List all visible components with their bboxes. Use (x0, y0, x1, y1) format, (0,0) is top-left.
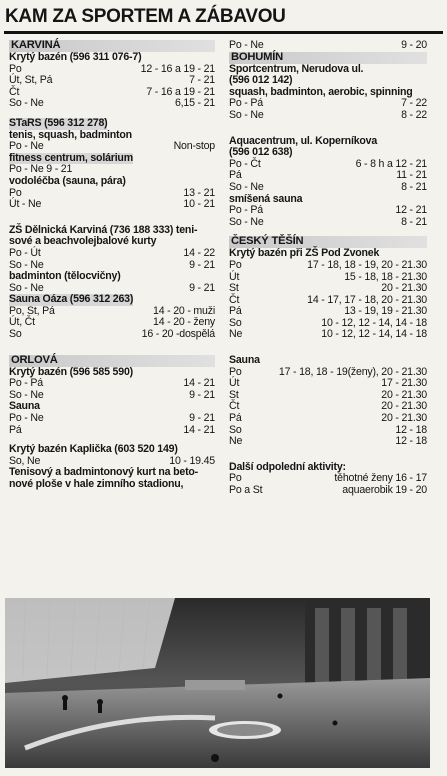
schedule-row (229, 217, 427, 229)
spacer (229, 448, 427, 462)
schedule-row (9, 98, 215, 110)
day-label: So - Ne (9, 281, 44, 294)
day-label: Po - Pá (229, 204, 263, 217)
schedule-row (229, 260, 427, 272)
spacer (9, 341, 215, 355)
day-label: Pá (229, 169, 242, 182)
hours-value: 14 - 22 (183, 246, 215, 259)
hours-value: 17 - 21.30 (381, 377, 427, 390)
schedule-row (229, 110, 427, 122)
hours-value: 9 - 21 (189, 258, 215, 271)
city-heading: ORLOVÁ (9, 355, 215, 367)
day-label: So (229, 316, 242, 329)
venue-heading: Krytý bazén (596 585 590) (9, 365, 133, 378)
venue-heading: squash, badminton, aerobic, spinning (229, 85, 413, 98)
hours-value: 12 - 18 (395, 435, 427, 448)
hours-value: 7 - 22 (401, 97, 427, 110)
schedule-row (229, 436, 427, 448)
day-label: Po a St (229, 484, 263, 496)
hours-value: 9 - 21 (189, 388, 215, 401)
venue-heading: (596 012 142) (229, 74, 293, 87)
day-label: Po - Čt (229, 157, 261, 170)
hours-value: 11 - 21 (396, 169, 427, 182)
day-label: Pá (229, 412, 242, 425)
day-label: Po - Ne (9, 412, 44, 425)
hours-value: 9 - 20 (401, 39, 427, 51)
headline: KAM ZA SPORTEM A ZÁBAVOU (5, 6, 286, 27)
hours-value: 10 - 21 (183, 198, 215, 211)
schedule-row (9, 425, 215, 437)
spacer (229, 122, 427, 136)
schedule-row (9, 141, 215, 153)
venue-heading: (596 012 638) (229, 146, 293, 159)
day-label: So, Ne (9, 454, 41, 467)
hours-value: 8 - 21 (401, 215, 427, 228)
day-label: Po, St, Pá (9, 304, 55, 317)
day-label: So - Ne (229, 108, 264, 121)
hours-value: 14 - 21 (183, 377, 215, 390)
day-label: Pá (9, 423, 22, 436)
hours-value: 12 - 18 (395, 423, 427, 436)
hours-value: 20 - 21.30 (381, 400, 427, 413)
venue-heading: vodoléčba (sauna, pára) (9, 174, 126, 187)
hours-value: 20 - 21.30 (381, 388, 427, 401)
hours-value: 10 - 12, 12 - 14, 14 - 18 (321, 316, 427, 329)
hours-value: 9 - 21 (189, 412, 215, 425)
day-label: So - Ne (9, 97, 44, 110)
day-label: Čt (229, 293, 240, 306)
schedule-row (9, 456, 215, 468)
schedule-row (229, 413, 427, 425)
hours-value: 10 - 19.45 (169, 454, 215, 467)
city-heading: KARVINÁ (9, 40, 215, 52)
day-label: Po (229, 258, 242, 271)
day-label: So - Ne (9, 258, 44, 271)
schedule-row (229, 329, 427, 341)
day-label: Čt (9, 85, 20, 98)
hours-value: 12 - 16 a 19 - 21 (140, 62, 215, 75)
highlighted-text: Sauna Oáza (596 312 263) (9, 293, 134, 306)
hours-value: 14 - 17, 17 - 18, 20 - 21.30 (307, 293, 427, 306)
hours-value: 8 - 22 (401, 108, 427, 121)
day-label: So - Ne (229, 180, 264, 193)
schedule-row (9, 390, 215, 402)
day-label: Út - Ne (9, 198, 42, 211)
day-label: Po (229, 472, 242, 485)
day-label: St (229, 388, 239, 401)
day-label: Út, St, Pá (9, 74, 53, 87)
schedule-row (229, 40, 427, 52)
venue-heading: badminton (tělocvičny) (9, 270, 121, 283)
hours-value: 14 - 20 - ženy (153, 316, 215, 329)
right-column (229, 40, 427, 497)
schedule-row (9, 164, 215, 176)
day-label: Po - Ne 9 - 21 (9, 163, 73, 176)
day-label: So (229, 423, 242, 436)
day-label: So - Ne (229, 215, 264, 228)
day-label: Po - Út (9, 246, 41, 259)
hours-value: 14 - 21 (183, 423, 215, 436)
schedule-row (229, 283, 427, 295)
venue-heading: nové ploše v hale zimního stadionu, (9, 478, 184, 490)
venue-heading: tenis, squash, badminton (9, 128, 132, 141)
venue-heading: Krytý bazén (596 311 076-7) (9, 51, 142, 63)
day-label: Po - Ne (229, 39, 264, 51)
day-label: Pá (229, 305, 242, 318)
swimming-pool-photo (5, 598, 430, 768)
hours-value: 6 - 8 h a 12 - 21 (355, 157, 427, 170)
schedule-row (9, 283, 215, 295)
hours-value: 7 - 16 a 19 - 21 (146, 85, 215, 98)
venue-heading: sové a beachvolejbalové kurty (9, 235, 157, 248)
schedule-row (229, 182, 427, 194)
city-heading: BOHUMÍN (229, 52, 427, 64)
day-label: Po (229, 365, 242, 378)
schedule-row (229, 205, 427, 217)
venue-heading: Sauna (9, 400, 40, 413)
day-label: Ne (229, 435, 243, 448)
hours-value: 15 - 18, 18 - 21.30 (344, 270, 427, 283)
venue-heading: smíšená sauna (229, 192, 303, 205)
day-label: St (229, 282, 239, 295)
hours-value: 8 - 21 (401, 180, 427, 193)
schedule-row (9, 413, 215, 425)
hours-value: 6,15 - 21 (174, 97, 215, 110)
day-label: Po (9, 62, 22, 75)
hours-value: 14 - 20 - muži (153, 304, 215, 317)
highlighted-text: STaRS (596 312 278) (9, 116, 108, 129)
day-label: Út (229, 377, 240, 390)
hours-value: Non-stop (173, 140, 215, 153)
hours-value: těhotné ženy 16 - 17 (334, 472, 427, 485)
hours-value: 7 - 21 (189, 74, 215, 87)
schedule-row (229, 485, 427, 497)
hours-value: 20 - 21.30 (381, 282, 427, 295)
venue-heading: Tenisový a badmintonový kurt na beto- (9, 466, 199, 479)
venue-heading-highlighted (9, 118, 215, 130)
hours-value: 17 - 18, 18 - 19, 20 - 21.30 (307, 258, 427, 271)
schedule-row (9, 248, 215, 260)
hours-value: 9 - 21 (189, 281, 215, 294)
venue-heading: Sauna (229, 354, 260, 367)
hours-value: 16 - 20 -dospělá (141, 328, 215, 341)
city-heading: ČESKÝ TĚŠÍN (229, 236, 427, 248)
hours-value: 13 - 21 (183, 186, 215, 199)
day-label: Po (9, 186, 22, 199)
day-label: Út, Čt (9, 316, 35, 329)
venue-heading: Krytý bazén Kaplička (603 520 149) (9, 443, 178, 456)
day-label: Po - Ne (9, 140, 44, 153)
venue-heading: ZŠ Dělnická Karviná (736 188 333) teni- (9, 223, 198, 236)
day-label: Po - Pá (9, 377, 43, 390)
hours-value: 17 - 18, 18 - 19(ženy), 20 - 21.30 (278, 365, 427, 378)
highlighted-text: fitness centrum, solárium (9, 151, 133, 164)
spacer (229, 341, 427, 355)
venue-heading: Krytý bazén při ZŠ Pod Zvonek (229, 247, 380, 260)
day-label: So - Ne (9, 388, 44, 401)
hours-value: 12 - 21 (395, 204, 427, 217)
venue-heading: Aquacentrum, ul. Koperníkova (229, 134, 378, 147)
hours-value: 20 - 21.30 (381, 412, 427, 425)
day-label: Út (229, 270, 240, 283)
schedule-row (9, 199, 215, 211)
schedule-row (9, 260, 215, 272)
day-label: Po - Pá (229, 97, 263, 110)
headline-rule (4, 31, 443, 34)
hours-value: 10 - 12, 12 - 14, 14 - 18 (321, 328, 427, 341)
day-label: Ne (229, 328, 243, 341)
day-label: Čt (229, 400, 240, 413)
spacer (9, 211, 215, 225)
hours-value: 13 - 19, 19 - 21.30 (344, 305, 427, 318)
hours-value: aquaerobik 19 - 20 (342, 484, 427, 496)
schedule-row (9, 329, 215, 341)
day-label: So (9, 328, 22, 341)
venue-heading: Sportcentrum, Nerudova ul. (229, 62, 364, 75)
venue-heading: Další odpolední aktivity: (229, 460, 346, 473)
left-column (9, 40, 215, 491)
